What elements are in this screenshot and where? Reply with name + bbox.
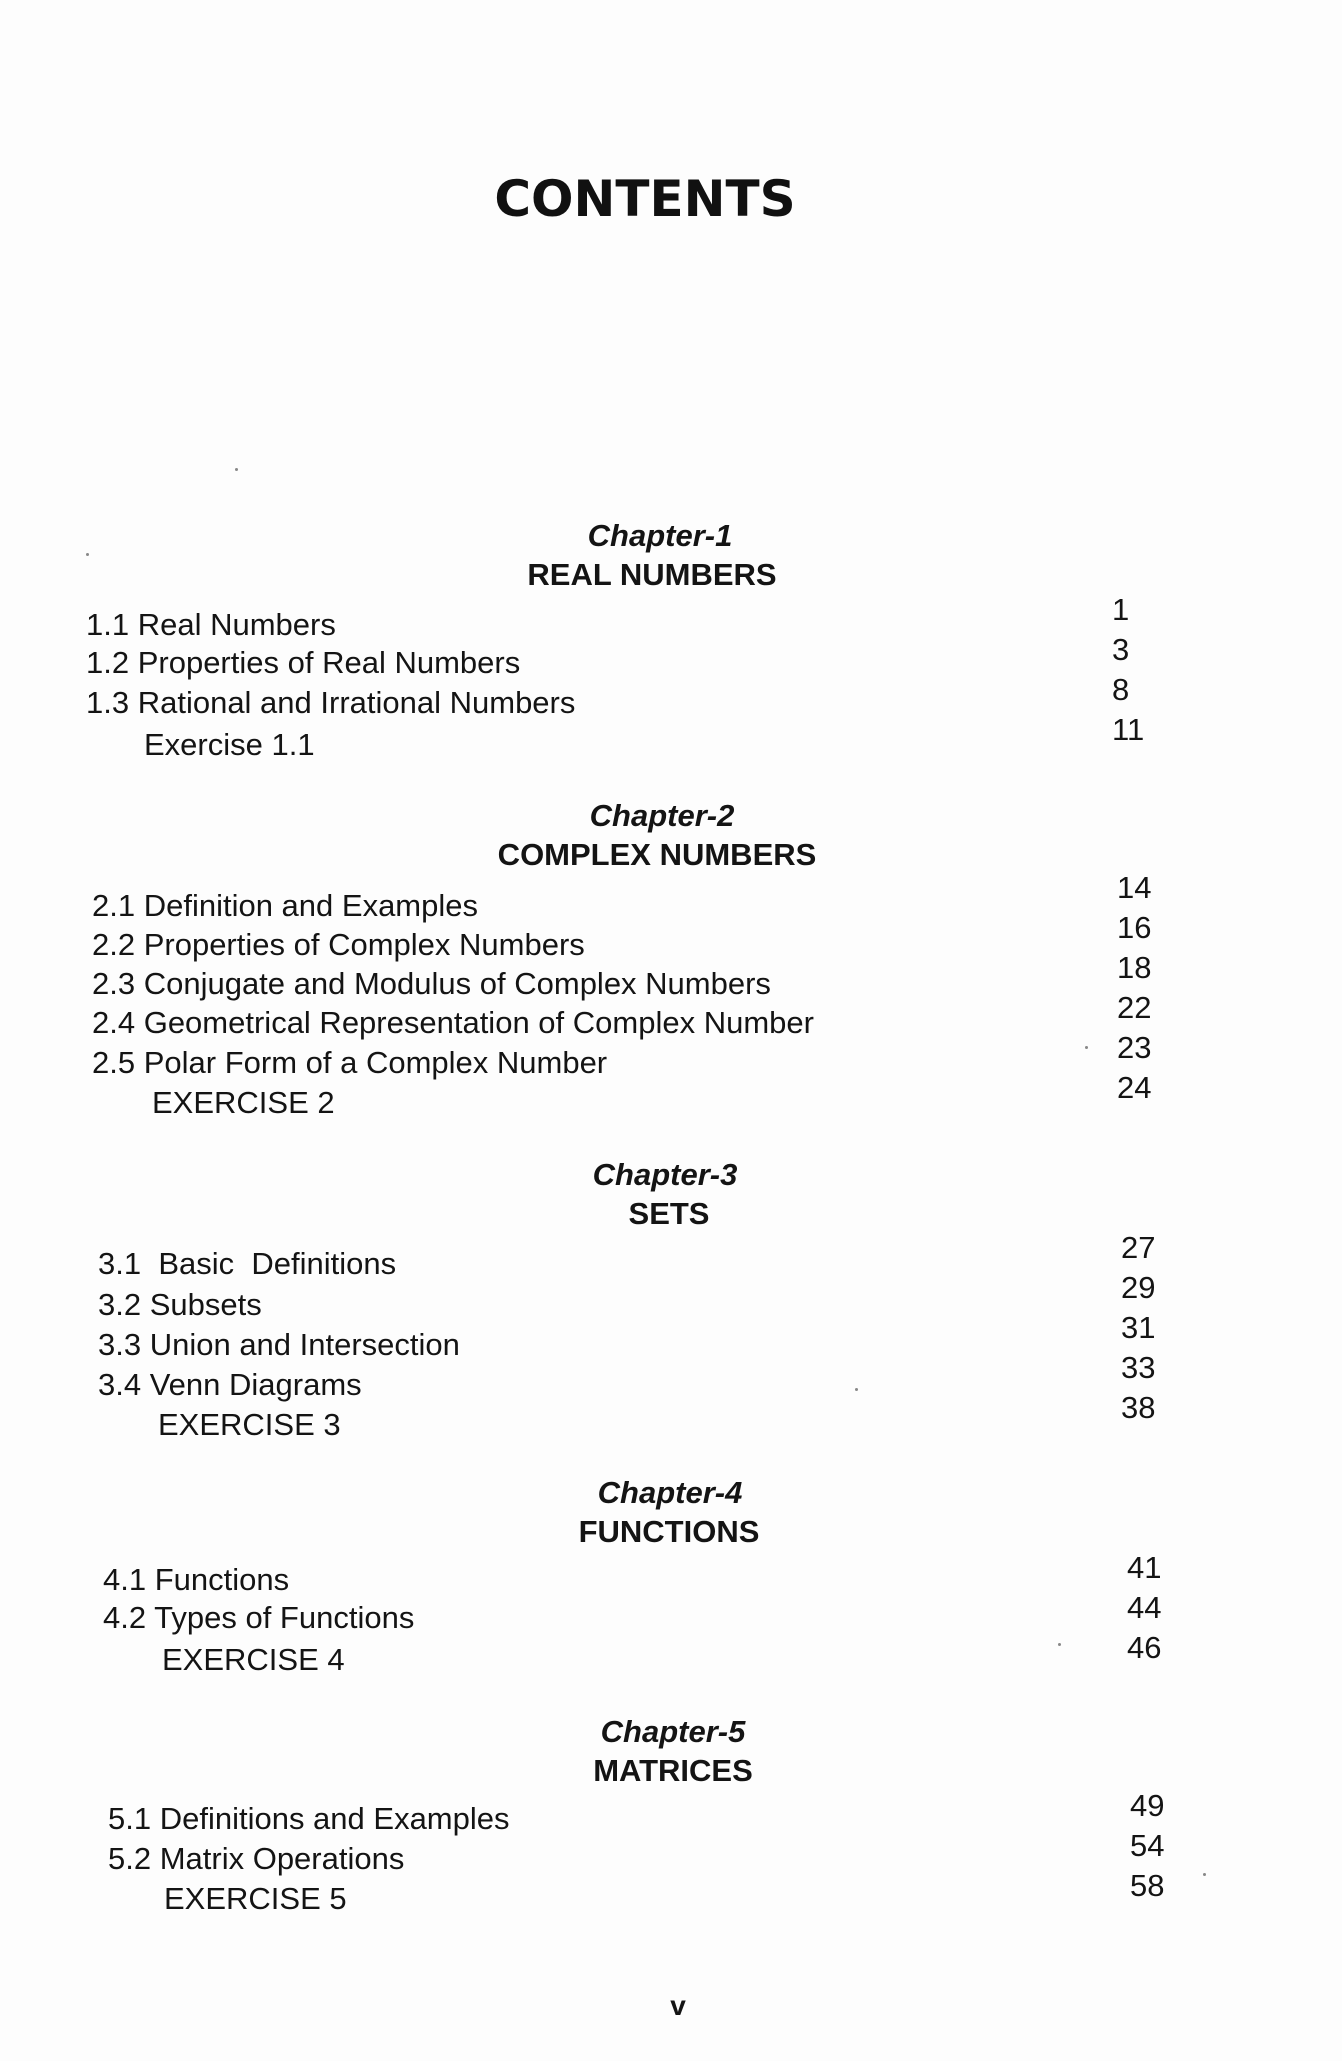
toc-page-number: 33 — [1121, 1350, 1156, 1385]
toc-entry[interactable]: 4.2 Types of Functions — [103, 1600, 415, 1635]
toc-page-number: 11 — [1112, 712, 1145, 747]
toc-page-number: 41 — [1127, 1550, 1162, 1585]
toc-entry[interactable]: 3.1 Basic Definitions — [98, 1246, 397, 1281]
toc-entry[interactable]: EXERCISE 2 — [152, 1085, 335, 1120]
toc-entry[interactable]: 5.2 Matrix Operations — [108, 1841, 405, 1876]
chapter-title: MATRICES — [593, 1753, 753, 1788]
toc-entry[interactable]: EXERCISE 5 — [164, 1881, 347, 1916]
toc-entry[interactable]: 5.1 Definitions and Examples — [108, 1801, 510, 1836]
toc-page-number: 38 — [1121, 1390, 1156, 1425]
toc-page-number: 31 — [1121, 1310, 1156, 1345]
toc-page-number: 1 — [1112, 592, 1130, 627]
page-number-footer: v — [670, 1990, 686, 2021]
toc-page-number: 8 — [1112, 672, 1130, 707]
toc-entry[interactable]: 3.4 Venn Diagrams — [98, 1367, 362, 1402]
toc-entry[interactable]: 4.1 Functions — [103, 1562, 290, 1597]
toc-entry[interactable]: 3.3 Union and Intersection — [98, 1327, 460, 1362]
toc-entry[interactable]: 2.4 Geometrical Representation of Complex Number — [92, 1005, 814, 1040]
chapter-label: Chapter-1 — [587, 518, 733, 553]
toc-page-number: 24 — [1117, 1070, 1152, 1105]
scan-speck — [1058, 1643, 1061, 1646]
toc-entry[interactable]: EXERCISE 4 — [162, 1642, 345, 1677]
scan-speck — [86, 553, 89, 556]
toc-entry[interactable]: 1.2 Properties of Real Numbers — [86, 645, 521, 680]
toc-entry[interactable]: 1.1 Real Numbers — [86, 607, 336, 642]
scan-speck — [1203, 1873, 1206, 1876]
toc-entry[interactable]: 2.1 Definition and Examples — [92, 888, 479, 923]
toc-page-number: 3 — [1112, 632, 1130, 667]
chapter-label: Chapter-4 — [597, 1475, 743, 1510]
toc-page-number: 27 — [1121, 1230, 1156, 1265]
scan-speck — [1085, 1046, 1088, 1049]
toc-page-number: 58 — [1130, 1868, 1165, 1903]
toc-page-number: 18 — [1117, 950, 1152, 985]
toc-entry[interactable]: 2.3 Conjugate and Modulus of Complex Numbers — [92, 966, 771, 1001]
chapter-title: SETS — [628, 1196, 710, 1231]
chapter-title: COMPLEX NUMBERS — [497, 837, 817, 872]
toc-page-number: 54 — [1130, 1828, 1165, 1863]
toc-page-number: 44 — [1127, 1590, 1162, 1625]
chapter-title: FUNCTIONS — [578, 1514, 760, 1549]
scan-speck — [855, 1388, 858, 1391]
chapter-title: REAL NUMBERS — [527, 557, 777, 592]
toc-entry[interactable]: EXERCISE 3 — [158, 1407, 341, 1442]
toc-entry[interactable]: 1.3 Rational and Irrational Numbers — [86, 685, 576, 720]
toc-page-number: 23 — [1117, 1030, 1152, 1065]
toc-page-number: 49 — [1130, 1788, 1165, 1823]
chapter-label: Chapter-3 — [592, 1157, 738, 1192]
toc-entry[interactable]: 2.2 Properties of Complex Numbers — [92, 927, 585, 962]
toc-entry[interactable]: 3.2 Subsets — [98, 1287, 262, 1322]
toc-entry[interactable]: 2.5 Polar Form of a Complex Number — [92, 1045, 608, 1080]
toc-entry[interactable]: Exercise 1.1 — [144, 727, 315, 762]
toc-page-number: 46 — [1127, 1630, 1162, 1665]
toc-page-number: 22 — [1117, 990, 1152, 1025]
toc-page-number: 14 — [1117, 870, 1152, 905]
chapter-label: Chapter-5 — [600, 1714, 746, 1749]
page-title: CONTENTS — [494, 170, 796, 228]
chapter-label: Chapter-2 — [589, 798, 735, 833]
toc-page-number: 29 — [1121, 1270, 1156, 1305]
toc-page-number: 16 — [1117, 910, 1152, 945]
scan-speck — [235, 468, 238, 471]
